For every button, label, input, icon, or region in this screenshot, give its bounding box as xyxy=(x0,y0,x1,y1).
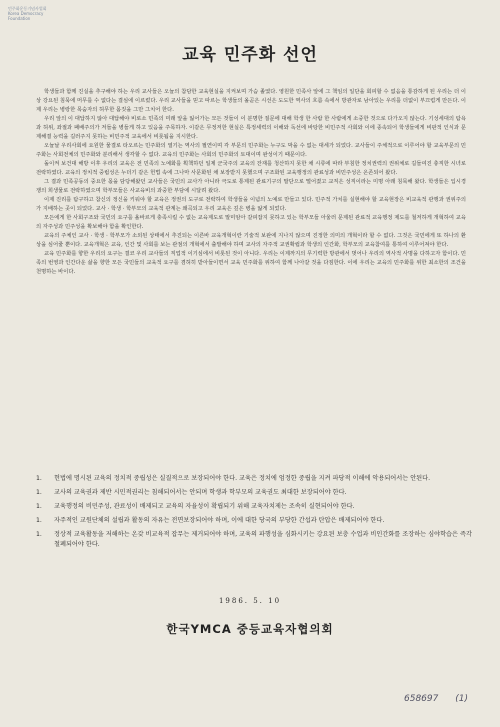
resolution-text: 교사의 교육권과 제반 시민적권리는 침해되어서는 안되며 학생과 학부모의 교육권도 최대한 보장되어야 한다. xyxy=(54,489,347,496)
paragraph: 이제 진리를 탐구하고 참신의 정신을 키워야 할 교육은 정권의 도구로 전락하여 학생들을 이념의 노예로 만들고 있다. 민주적 가치를 실현해야 할 교육현장은 비교육적 관행과 권위주의가 지배하는 곳이 되었다. 교사 · 학생 · 학부모의 교육적 관계는 왜곡되고 우리 교육은 깊은 병을 앓게 되었다. xyxy=(36,197,466,212)
paragraph: 돌이켜 보건대 해방 이후 우리의 교육은 전 민족의 노예화를 획책하던 일제 군국주의 교육의 잔재를 청산하지 못한 채 시류에 따라 부침한 정치권력의 권위체로 길들여진 충직한 시녀로 전락하였다. 교육의 정치적 중립성은 누더기 같은 헌법 속에 그나마 사문화된 채 보장받지 못했으며 구조화된 교육행정의 관료성과 비민주성은 온존되어 왔다. xyxy=(36,161,466,176)
paragraph: 그 결과 민족공동의 중요한 몫을 담당해왔던 교사들은 국민의 교사가 아니라 극도로 통제된 관료기구의 말단으로 떨어졌고 교직은 성직이라는 미명 아래 침묵해 왔다. 학생들은 입시경쟁의 희생물로 전락하였으며 학부모들은 사교육비의 과중한 부담에 시달려 왔다. xyxy=(36,179,466,194)
resolution-list xyxy=(36,474,472,554)
paragraph: 교육 민주화를 향한 우리의 요구는 결코 우리 교사들의 직업적 이기심에서 비롯된 것이 아니다. 우리는 이제까지의 무기력한 방관에서 벗어나 우리의 역사적 사명을 다하고자 함이다. 민족의 번영과 인간다운 삶을 향한 모든 국민들의 교육적 요구를 겸허히 받아들이면서 교육 민주화를 위하여 함께 나아갈 것을 다짐한다. 이에 우리는 교육의 민주화를 위한 최소한의 조건을 천명하는 바이다. xyxy=(36,251,466,275)
resolution-item xyxy=(36,488,472,498)
paragraph: 교육의 주체인 교사 · 학생 · 학부모가 소외된 상태에서 추진되는 이른바 교육개혁이란 기술적 보완에 지나지 않으며 진정한 의미의 개혁이라 할 수 없다. 그것은 국민에게 또 하나의 환상을 심어줄 뿐이다. 교육개혁은 교육, 인간 및 사회를 보는 관점의 개혁에서 출발해야 하며 교사의 자주적 교권확립과 학생의 인간화, 학부모의 교육참여를 통하여 이루어져야 한다. xyxy=(36,233,466,248)
handwritten-archive-number xyxy=(404,694,468,704)
document-date: 1986. 5. 10 xyxy=(218,597,282,605)
resolution-number: 1. xyxy=(36,517,42,524)
paragraph: 모든에게 한 사회구조와 국민의 요구를 올바르게 충족시킬 수 없는 교육제도로 말미암아 갈피잡지 못하고 있는 학부모들 아울러 문제된 관료적 교육행정 제도를 철저하게 개혁하여 교육의 자주성과 민주성을 확보해야 함을 확인한다. xyxy=(36,215,466,230)
resolution-number: 1. xyxy=(36,531,42,538)
resolution-item xyxy=(36,516,472,526)
paragraph: 학생들과 함께 진실을 추구해야 하는 우리 교사들은 오늘의 참담한 교육현실을 지켜보며 가슴 졸였다. 영원한 민족사 앞에 그 책임의 일단을 회피할 수 없음을 통감하게 된 우리는 더 이상 강요된 침묵에 머무를 수 없다는 결심에 이르렀다. 우리 교사들을 믿고 따르는 학생들의 올곧은 시선은 도도한 역사의 흐름 속에서 방관자로 남아있는 우리를 더없이 부끄럽게 만든다. 이제 우리는 병랑한 목숨자의 허무한 몸짓을 그만 그치어 한다. xyxy=(36,89,466,113)
document-title: 교육 민주화 선언 xyxy=(182,45,318,65)
archive-stamp: 민주화운동기념사업회 Korea Democracy Foundation xyxy=(8,6,47,21)
resolution-number: 1. xyxy=(36,489,42,496)
archive-code: 658697 xyxy=(404,694,439,704)
resolution-text: 자주적인 교원단체의 설립과 활동의 자유는 전면보장되어야 하며, 이에 대한 당국의 부당한 간섭과 탄압은 배제되어야 한다. xyxy=(54,517,385,524)
resolution-number: 1. xyxy=(36,475,42,482)
organization-signature: 한국YMCA 중등교육자협의회 xyxy=(166,622,334,636)
paragraph: 오늘날 우리사회에 요원한 물결로 타오르는 민주화의 열기는 역사의 필연이며 각 부문의 민주화는 누구도 막을 수 없는 대세가 되었다. 교사들이 주체적으로 이루어야 할 교육부문의 민주화는 사회전체의 민주화와 분리해서 생각할 수 없다. 교육의 민주화는 사회의 민주화의 토대이며 완성이기 때문이다. xyxy=(36,143,466,158)
resolution-text: 교육행정의 비민주성, 관료성이 배제되고 교육의 자율성이 확립되기 위해 교육자치제는 조속히 실현되어야 한다. xyxy=(54,503,355,510)
declaration-body xyxy=(36,88,466,277)
resolution-item xyxy=(36,502,472,512)
resolution-item xyxy=(36,530,472,550)
resolution-item xyxy=(36,474,472,484)
resolution-number: 1. xyxy=(36,503,42,510)
paragraph: 우리 앞의 이 대답하지 않아 대답해야 비로소 민족의 미래 앞을 잃어가는 모든 것들이 이 분명한 질문에 대해 학생 한 사람 한 사람에게 소중한 것으로 다가오지 않는다. 기성세대의 탐욕과 허위, 좌절과 패배주의가 저들을 병들게 하고 있음을 주목하자. 이같은 무정저한 현실은 특정세력의 이해와 독선에 바탕한 비민주적 사회와 이에 종속되어 학생들에게 비판적 인식과 문제해결 능력을 길러주지 못하는 비민주적 교육에서 비롯됨을 지시한다. xyxy=(36,116,466,140)
resolution-text: 헌법에 명시된 교육의 정치적 중립성은 실질적으로 보장되어야 한다. 교육은 정치에 엄정한 중립을 지켜 파당적 이해에 악용되어서는 안된다. xyxy=(54,475,431,482)
resolution-text: 정상적 교육활동을 저해하는 온갖 비교육적 잡무는 제거되어야 하며, 교육의 파행성을 심화시키는 강요된 보충 수업과 비인간화를 조장하는 심야학습은 즉각 철폐되어야 한다. xyxy=(54,531,472,548)
page-mark: (1) xyxy=(455,694,468,704)
